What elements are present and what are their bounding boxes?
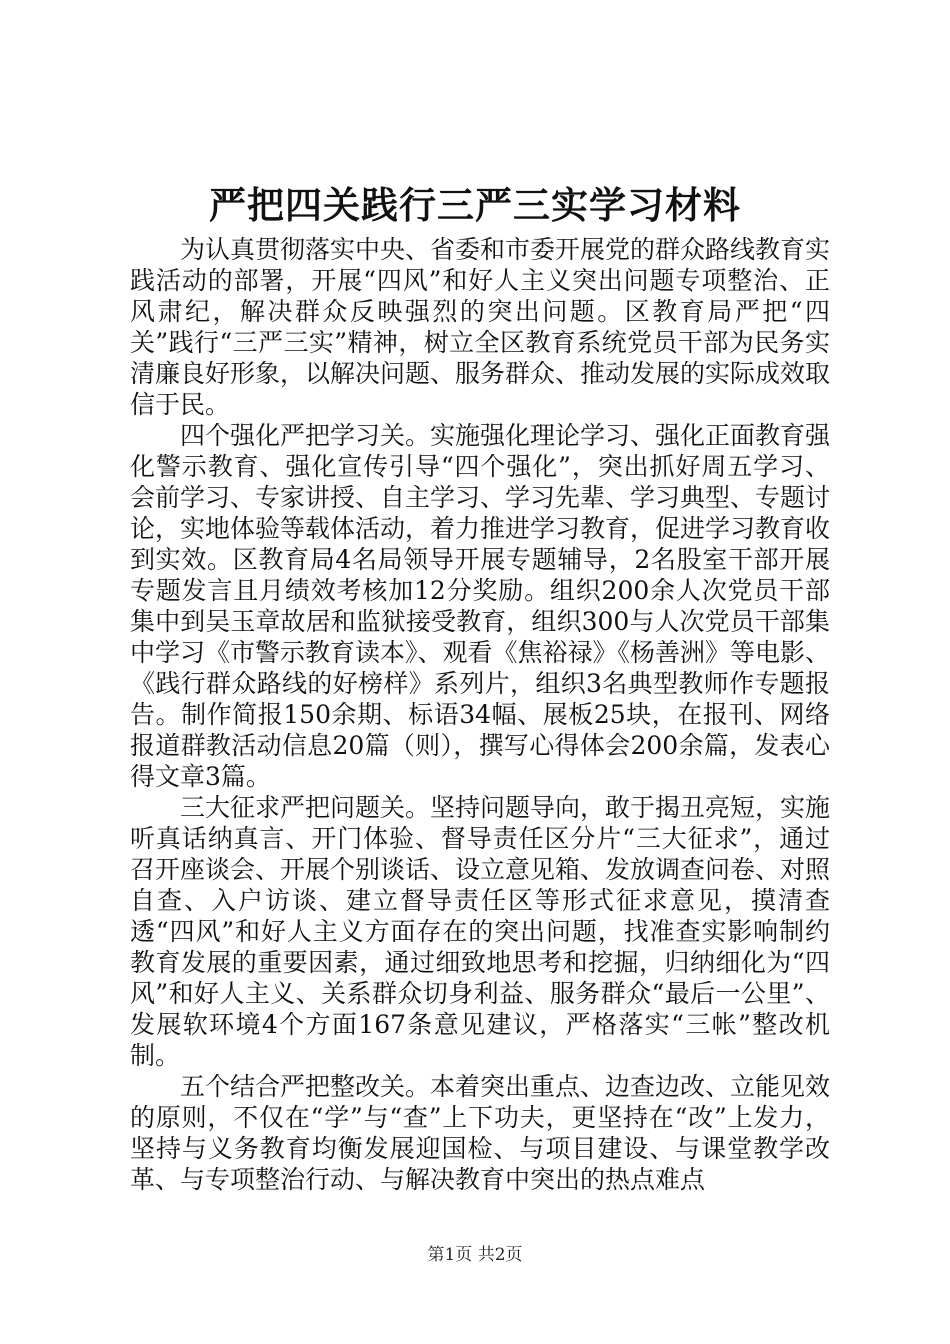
page-number-footer: 第1页 共2页 [427, 1245, 523, 1265]
paragraph-intro: 为认真贯彻落实中央、省委和市委开展党的群众路线教育实践活动的部署，开展“四风”和好人主义突出问题专项整治、正风肃纪，解决群众反映强烈的突出问题。区教育局严把“四关”践行“三严三实”精神，树立全区教育系统党员干部为民务实清廉良好形象，以解决问题、服务群众、推动发展的实际成效取信于民。 [130, 235, 831, 419]
paragraph-study: 四个强化严把学习关。实施强化理论学习、强化正面教育强化警示教育、强化宣传引导“四个强化”，突出抓好周五学习、会前学习、专家讲授、自主学习、学习先辈、学习典型、专题讨论，实地体验等载体活动，着力推进学习教育，促进学习教育收到实效。区教育局4名局领导开展专题辅导，2名股室干部开展专题发言且月绩效考核加12分奖励。组织200余人次党员干部集中到吴玉章故居和监狱接受教育，组织300与人次党员干部集中学习《市警示教育读本》、观看《焦裕禄》《杨善洲》等电影、《践行群众路线的好榜样》系列片，组织3名典型教师作专题报告。制作简报150余期、标语34幅、展板25块，在报刊、网络报道群教活动信息20篇（则），撰写心得体会200余篇，发表心得文章3篇。 [130, 421, 831, 791]
paragraph-rectification: 五个结合严把整改关。本着突出重点、边查边改、立能见效的原则，不仅在“学”与“查”上下功夫，更坚持在“改”上发力，坚持与义务教育均衡发展迎国检、与项目建设、与课堂教学改革、与专项整治行动、与解决教育中突出的热点难点 [130, 1072, 831, 1194]
document-title: 严把四关践行三严三实学习材料 [209, 183, 741, 227]
paragraph-problems: 三大征求严把问题关。坚持问题导向，敢于揭丑亮短，实施听真话纳真言、开门体验、督导责任区分片“三大征求”，通过召开座谈会、开展个别谈话、设立意见箱、发放调查问卷、对照自查、入户访谈、建立督导责任区等形式征求意见，摸清查透“四风”和好人主义方面存在的突出问题，找准查实影响制约教育发展的重要因素，通过细致地思考和挖掘，归纳细化为“四风”和好人主义、关系群众切身利益、服务群众“最后一公里”、发展软环境4个方面167条意见建议，严格落实“三帐”整改机制。 [130, 793, 831, 1070]
document-body [130, 234, 830, 1195]
